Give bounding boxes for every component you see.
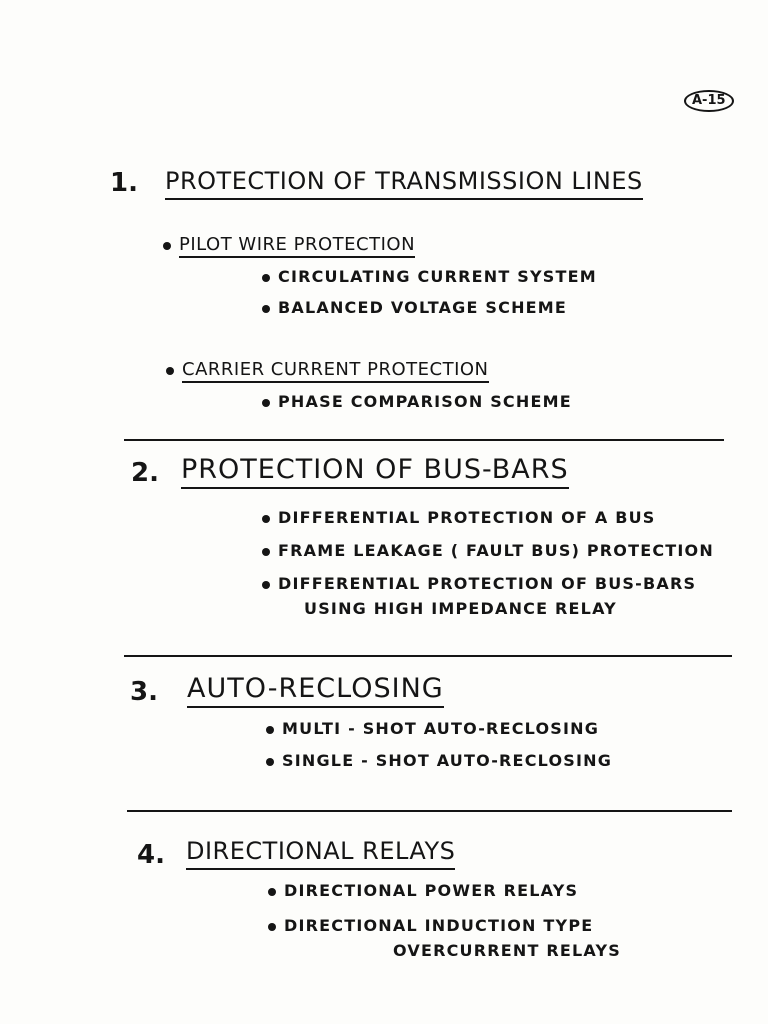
page-tag: A-15 [684,90,734,112]
section-4-number: 4. [137,840,165,870]
list-item: PHASE COMPARISON SCHEME [262,391,572,413]
section-divider [124,439,724,441]
bullet-icon [268,923,276,931]
bullet-icon [262,548,270,556]
section-divider [124,655,732,657]
section-3-title: AUTO-RECLOSING [187,674,444,708]
group-title: CARRIER CURRENT PROTECTION [182,359,489,383]
group-carrier-current [166,359,489,381]
bullet-icon [166,367,174,375]
group-pilot-wire [163,234,415,256]
group-title: PILOT WIRE PROTECTION [179,234,415,258]
section-1-number: 1. [110,168,138,198]
bullet-icon [262,399,270,407]
list-item: SINGLE - SHOT AUTO-RECLOSING [266,750,612,772]
list-item: MULTI - SHOT AUTO-RECLOSING [266,718,599,740]
bullet-icon [163,242,171,250]
list-item: DIRECTIONAL INDUCTION TYPE [268,915,593,937]
list-item: DIFFERENTIAL PROTECTION OF BUS-BARS [262,573,696,595]
bullet-icon [268,888,276,896]
list-item-continuation: USING HIGH IMPEDANCE RELAY [304,599,617,618]
list-item-continuation: OVERCURRENT RELAYS [393,941,621,960]
list-item: DIFFERENTIAL PROTECTION OF A BUS [262,507,656,529]
bullet-icon [262,515,270,523]
section-2-number: 2. [131,458,159,488]
section-divider [127,810,732,812]
section-3-number: 3. [130,677,158,707]
bullet-icon [262,305,270,313]
bullet-icon [266,726,274,734]
bullet-icon [262,581,270,589]
list-item: BALANCED VOLTAGE SCHEME [262,297,567,319]
list-item: FRAME LEAKAGE ( FAULT BUS) PROTECTION [262,540,714,562]
list-item: DIRECTIONAL POWER RELAYS [268,880,578,902]
section-4-title: DIRECTIONAL RELAYS [186,836,455,870]
section-1-title: PROTECTION OF TRANSMISSION LINES [165,166,643,200]
section-2-title: PROTECTION OF BUS-BARS [181,455,569,489]
bullet-icon [266,758,274,766]
list-item: CIRCULATING CURRENT SYSTEM [262,266,597,288]
bullet-icon [262,274,270,282]
